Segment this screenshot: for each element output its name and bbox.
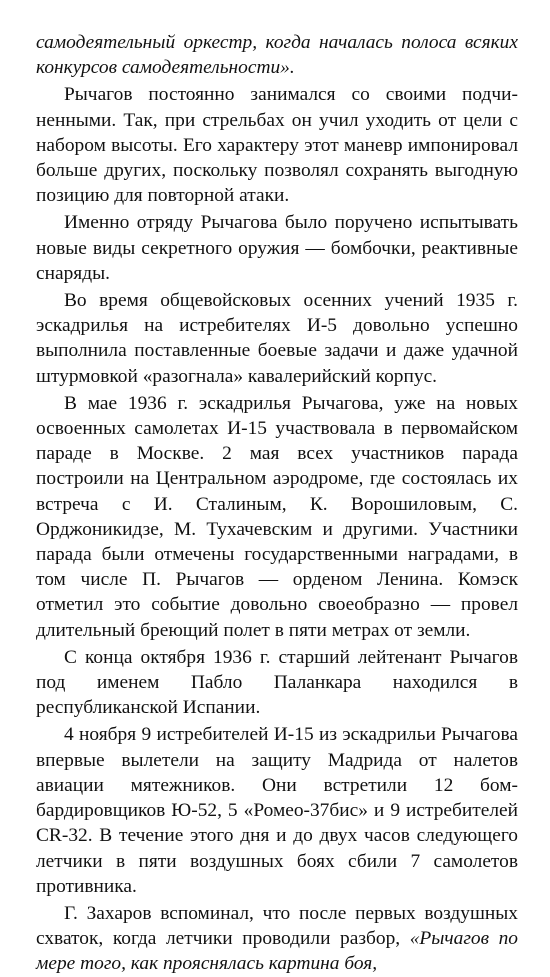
paragraph xyxy=(36,391,518,643)
paragraph xyxy=(36,645,518,721)
paragraph xyxy=(36,722,518,898)
body-text: В мае 1936 г. эскадрилья Рычагова, уже на новых освоенных самолетах И-15 участвовала в первомайском параде в Москве. 2 мая всех участников парада построили на Центральном аэродроме, где состоялась их встреча с И. Сталиным, К. Ворошиловым, С. Орджоникидзе, М. Тухачевским и другими. Участники парада были отмечены государственными наградами, в том числе П. Рычагов — орденом Ленина. Комэск отметил это событие довольно своеобразно — провел длительный бреющий полет в пяти метрах от земли. xyxy=(36,392,518,641)
paragraph xyxy=(36,288,518,389)
body-text: Рычагов постоянно занимался со своими подчиненными. Так, при стрельбах он учил уходить от цели с набором высоты. Его характеру этот маневр импонировал больше других, поскольку позволял сохранять выгодную позицию для повторной атаки. xyxy=(36,84,518,207)
paragraph xyxy=(36,30,518,80)
body-text: Именно отряду Рычагова было поручено испытывать новые виды секретного оружия — бомбочки, реактивные снаряды. xyxy=(36,212,518,284)
body-text: 4 ноября 9 истребителей И-15 из эскадрильи Рычагова впервые вылетели на защиту Мадрида от налетов авиации мятежников. Они встретили 12 бомбардировщиков Ю-52, 5 «Ромео-37бис» и 9 истребителей CR-32. В течение этого дня и до двух часов следующего летчики в пяти воздушных боях сбили 7 самолетов противника. xyxy=(36,724,518,897)
book-page xyxy=(36,30,518,977)
paragraph xyxy=(36,210,518,286)
quote-text: «Рычагов по мере того, как прояснялась картина боя, xyxy=(36,928,518,975)
paragraph xyxy=(36,82,518,208)
quote-text: самодеятельный оркестр, когда началась полоса всяких конкурсов самодеятельности». xyxy=(36,32,518,79)
body-text: С конца октября 1936 г. старший лейтенант Рычагов под именем Пабло Паланкара находился в республиканской Испании. xyxy=(36,646,518,719)
paragraph xyxy=(36,901,518,977)
body-text: Во время общевойсковых осенних учений 1935 г. эскадрилья на истребителях И-5 довольно успешно выполнила поставленные боевые задачи и даже удачной штурмовкой «разогнала» кавалерийский корпус. xyxy=(36,290,518,387)
body-text: Г. Захаров вспоминал, что после первых воздушных схваток, когда летчики проводили разбор, xyxy=(36,902,518,950)
